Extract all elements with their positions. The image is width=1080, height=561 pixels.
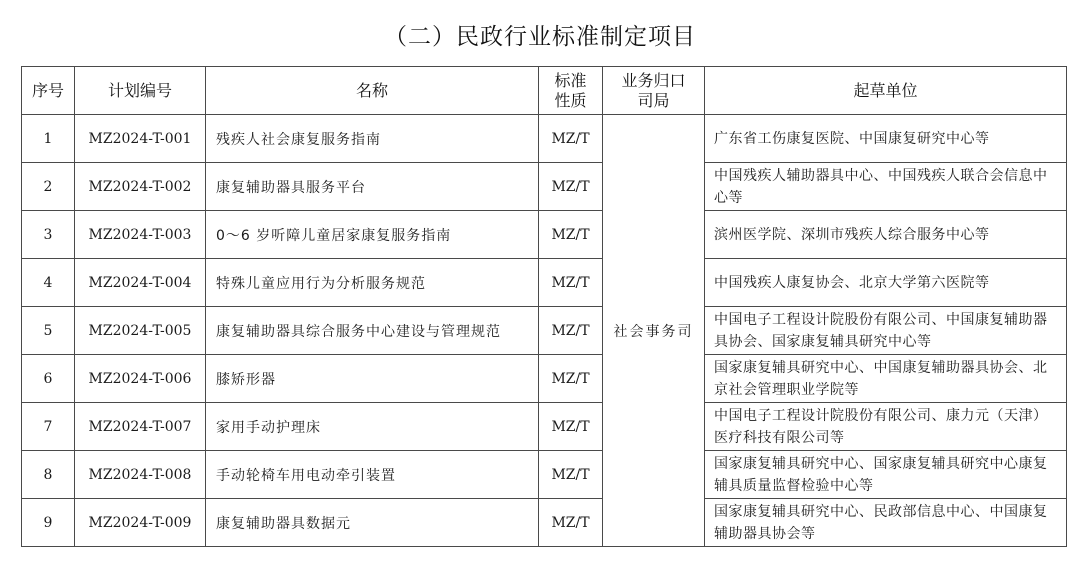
cell-unit: 广东省工伤康复医院、中国康复研究中心等: [705, 115, 1067, 163]
header-dept: [603, 67, 705, 115]
cell-name: 家用手动护理床: [206, 403, 539, 451]
header-name: 名称: [206, 67, 539, 115]
cell-code: MZ2024-T-004: [75, 259, 206, 307]
cell-unit: 滨州医学院、深圳市残疾人综合服务中心等: [705, 211, 1067, 259]
cell-unit: 中国电子工程设计院股份有限公司、康力元（天津）医疗科技有限公司等: [705, 403, 1067, 451]
header-unit: 起草单位: [705, 67, 1067, 115]
header-dept-label: 业务归口司局: [621, 70, 686, 110]
cell-unit: 国家康复辅具研究中心、国家康复辅具研究中心康复辅具质量监督检验中心等: [705, 451, 1067, 499]
cell-dept-merged: 社会事务司: [603, 115, 705, 547]
cell-unit: 中国残疾人康复协会、北京大学第六医院等: [705, 259, 1067, 307]
cell-no: 7: [22, 403, 75, 451]
table-row: [22, 259, 1067, 307]
cell-unit: 国家康复辅具研究中心、中国康复辅助器具协会、北京社会管理职业学院等: [705, 355, 1067, 403]
cell-name: 康复辅助器具数据元: [206, 499, 539, 547]
cell-name: 手动轮椅车用电动牵引装置: [206, 451, 539, 499]
table-row: [22, 499, 1067, 547]
cell-code: MZ2024-T-006: [75, 355, 206, 403]
cell-code: MZ2024-T-005: [75, 307, 206, 355]
header-nature-label: 标准性质: [554, 70, 587, 110]
cell-nature: MZ/T: [539, 259, 603, 307]
cell-no: 1: [22, 115, 75, 163]
cell-code: MZ2024-T-002: [75, 163, 206, 211]
cell-unit: 中国电子工程设计院股份有限公司、中国康复辅助器具协会、国家康复辅具研究中心等: [705, 307, 1067, 355]
cell-nature: MZ/T: [539, 211, 603, 259]
header-code: 计划编号: [75, 67, 206, 115]
table-row: [22, 115, 1067, 163]
cell-code: MZ2024-T-003: [75, 211, 206, 259]
cell-nature: MZ/T: [539, 307, 603, 355]
cell-name: 特殊儿童应用行为分析服务规范: [206, 259, 539, 307]
cell-nature: MZ/T: [539, 451, 603, 499]
cell-nature: MZ/T: [539, 403, 603, 451]
cell-name: 0～6 岁听障儿童居家康复服务指南: [206, 211, 539, 259]
cell-code: MZ2024-T-007: [75, 403, 206, 451]
cell-code: MZ2024-T-001: [75, 115, 206, 163]
table-row: [22, 355, 1067, 403]
table-row: [22, 451, 1067, 499]
cell-name: 残疾人社会康复服务指南: [206, 115, 539, 163]
cell-no: 5: [22, 307, 75, 355]
cell-nature: MZ/T: [539, 115, 603, 163]
cell-nature: MZ/T: [539, 163, 603, 211]
cell-no: 3: [22, 211, 75, 259]
cell-name: 康复辅助器具综合服务中心建设与管理规范: [206, 307, 539, 355]
cell-name: 膝矫形器: [206, 355, 539, 403]
cell-unit: 中国残疾人辅助器具中心、中国残疾人联合会信息中心等: [705, 163, 1067, 211]
page-title: （二）民政行业标准制定项目: [384, 24, 696, 50]
cell-unit: 国家康复辅具研究中心、民政部信息中心、中国康复辅助器具协会等: [705, 499, 1067, 547]
cell-code: MZ2024-T-008: [75, 451, 206, 499]
table-row: [22, 163, 1067, 211]
standards-table: [21, 66, 1067, 547]
cell-no: 9: [22, 499, 75, 547]
header-no: 序号: [22, 67, 75, 115]
table-header-row: [22, 67, 1067, 115]
table-row: [22, 307, 1067, 355]
cell-no: 8: [22, 451, 75, 499]
cell-nature: MZ/T: [539, 499, 603, 547]
cell-no: 6: [22, 355, 75, 403]
table-row: [22, 211, 1067, 259]
cell-nature: MZ/T: [539, 355, 603, 403]
cell-no: 4: [22, 259, 75, 307]
cell-no: 2: [22, 163, 75, 211]
header-nature: [539, 67, 603, 115]
cell-code: MZ2024-T-009: [75, 499, 206, 547]
table-row: [22, 403, 1067, 451]
cell-name: 康复辅助器具服务平台: [206, 163, 539, 211]
